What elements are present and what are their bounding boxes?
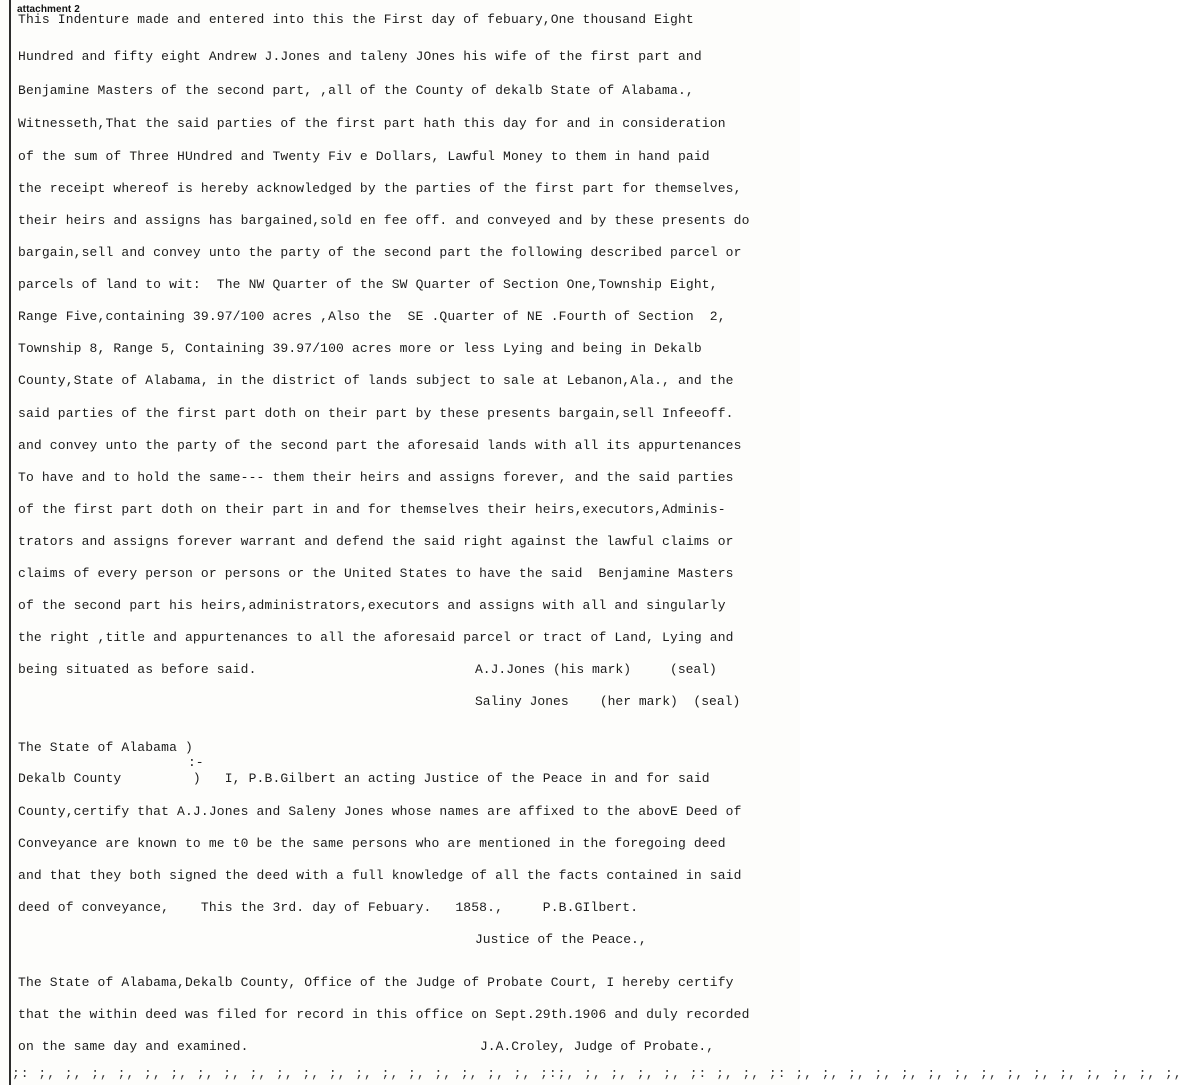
deed-line: Range Five,containing 39.97/100 acres ,Also the SE .Quarter of NE .Fourth of Section 2, [18, 309, 726, 324]
deed-line: County,State of Alabama, in the district of lands subject to sale at Lebanon,Ala., and the [18, 373, 734, 388]
deed-line: Hundred and fifty eight Andrew J.Jones and taleny JOnes his wife of the first part and [18, 49, 702, 64]
deed-line: parcels of land to wit: The NW Quarter of the SW Quarter of Section One,Township Eight, [18, 277, 718, 292]
ack-state-line: The State of Alabama ) [18, 740, 193, 755]
ack-line: County,certify that A.J.Jones and Saleny Jones whose names are affixed to the abovE Deed of [18, 804, 742, 819]
deed-line: This Indenture made and entered into this the First day of febuary,One thousand Eight [18, 12, 694, 27]
grantor-signature-2: Saliny Jones (her mark) (seal) [475, 694, 741, 709]
attachment-label: attachment 2 [17, 4, 80, 15]
ack-line: deed of conveyance, This the 3rd. day of Febuary. 1858., P.B.GIlbert. [18, 900, 639, 915]
scan-edge-line [9, 0, 11, 1085]
deed-line: claims of every person or persons or the United States to have the said Benjamine Masters [18, 566, 734, 581]
deed-line: the receipt whereof is hereby acknowledged by the parties of the first part for themselves, [18, 181, 742, 196]
deed-line: Township 8, Range 5, Containing 39.97/100 acres more or less Lying and being in Dekalb [18, 341, 702, 356]
justice-title: Justice of the Peace., [475, 932, 647, 947]
deed-line: Benjamine Masters of the second part, ,all of the County of dekalb State of Alabama., [18, 83, 694, 98]
probate-line: that the within deed was filed for record in this office on Sept.29th.1906 and duly recorded [18, 1007, 750, 1022]
probate-line: on the same day and examined. [18, 1039, 249, 1054]
grantor-signature-1: A.J.Jones (his mark) (seal) [475, 662, 717, 677]
probate-line: The State of Alabama,Dekalb County, Office of the Judge of Probate Court, I hereby certify [18, 975, 734, 990]
ack-colon-mark: :- [188, 755, 204, 770]
deed-line: being situated as before said. [18, 662, 257, 677]
deed-line: of the sum of Three HUndred and Twenty Fiv e Dollars, Lawful Money to them in hand paid [18, 149, 710, 164]
deed-line: the right ,title and appurtenances to all the aforesaid parcel or tract of Land, Lying and [18, 630, 734, 645]
deed-line: and convey unto the party of the second part the aforesaid lands with all its appurtenances [18, 438, 742, 453]
deed-line: said parties of the first part doth on their part by these presents bargain,sell Infeeoff. [18, 406, 734, 421]
deed-line: of the second part his heirs,administrators,executors and assigns with all and singularly [18, 598, 726, 613]
ack-county-line: Dekalb County ) I, P.B.Gilbert an acting Justice of the Peace in and for said [18, 771, 710, 786]
deed-line: bargain,sell and convey unto the party of the second part the following described parcel or [18, 245, 742, 260]
deed-line: Witnesseth,That the said parties of the first part hath this day for and in consideration [18, 116, 726, 131]
deed-line: their heirs and assigns has bargained,sold en fee off. and conveyed and by these presents do [18, 213, 750, 228]
deed-line: of the first part doth on their part in and for themselves their heirs,executors,Adminis- [18, 502, 726, 517]
probate-judge-signature: J.A.Croley, Judge of Probate., [480, 1039, 715, 1054]
deed-line: trators and assigns forever warrant and defend the said right against the lawful claims or [18, 534, 734, 549]
deed-line: To have and to hold the same--- them their heirs and assigns forever, and the said parties [18, 470, 734, 485]
ack-line: Conveyance are known to me t0 be the same persons who are mentioned in the foregoing deed [18, 836, 726, 851]
ack-line: and that they both signed the deed with a full knowledge of all the facts contained in said [18, 868, 742, 883]
footer-punctuation-marks: ;: ;, ;, ;, ;, ;, ;, ;, ;, ;, ;, ;, ;, ;, ;, ;, ;, ;, ;, ;, ;:;, ;, ;, ;, ;, ;: ;, ;, ;: ;, ;, ;, ;, ;, ;, ;, ;, ;, ;, ;, ;, ;, ;, ;, [12, 1066, 1183, 1081]
